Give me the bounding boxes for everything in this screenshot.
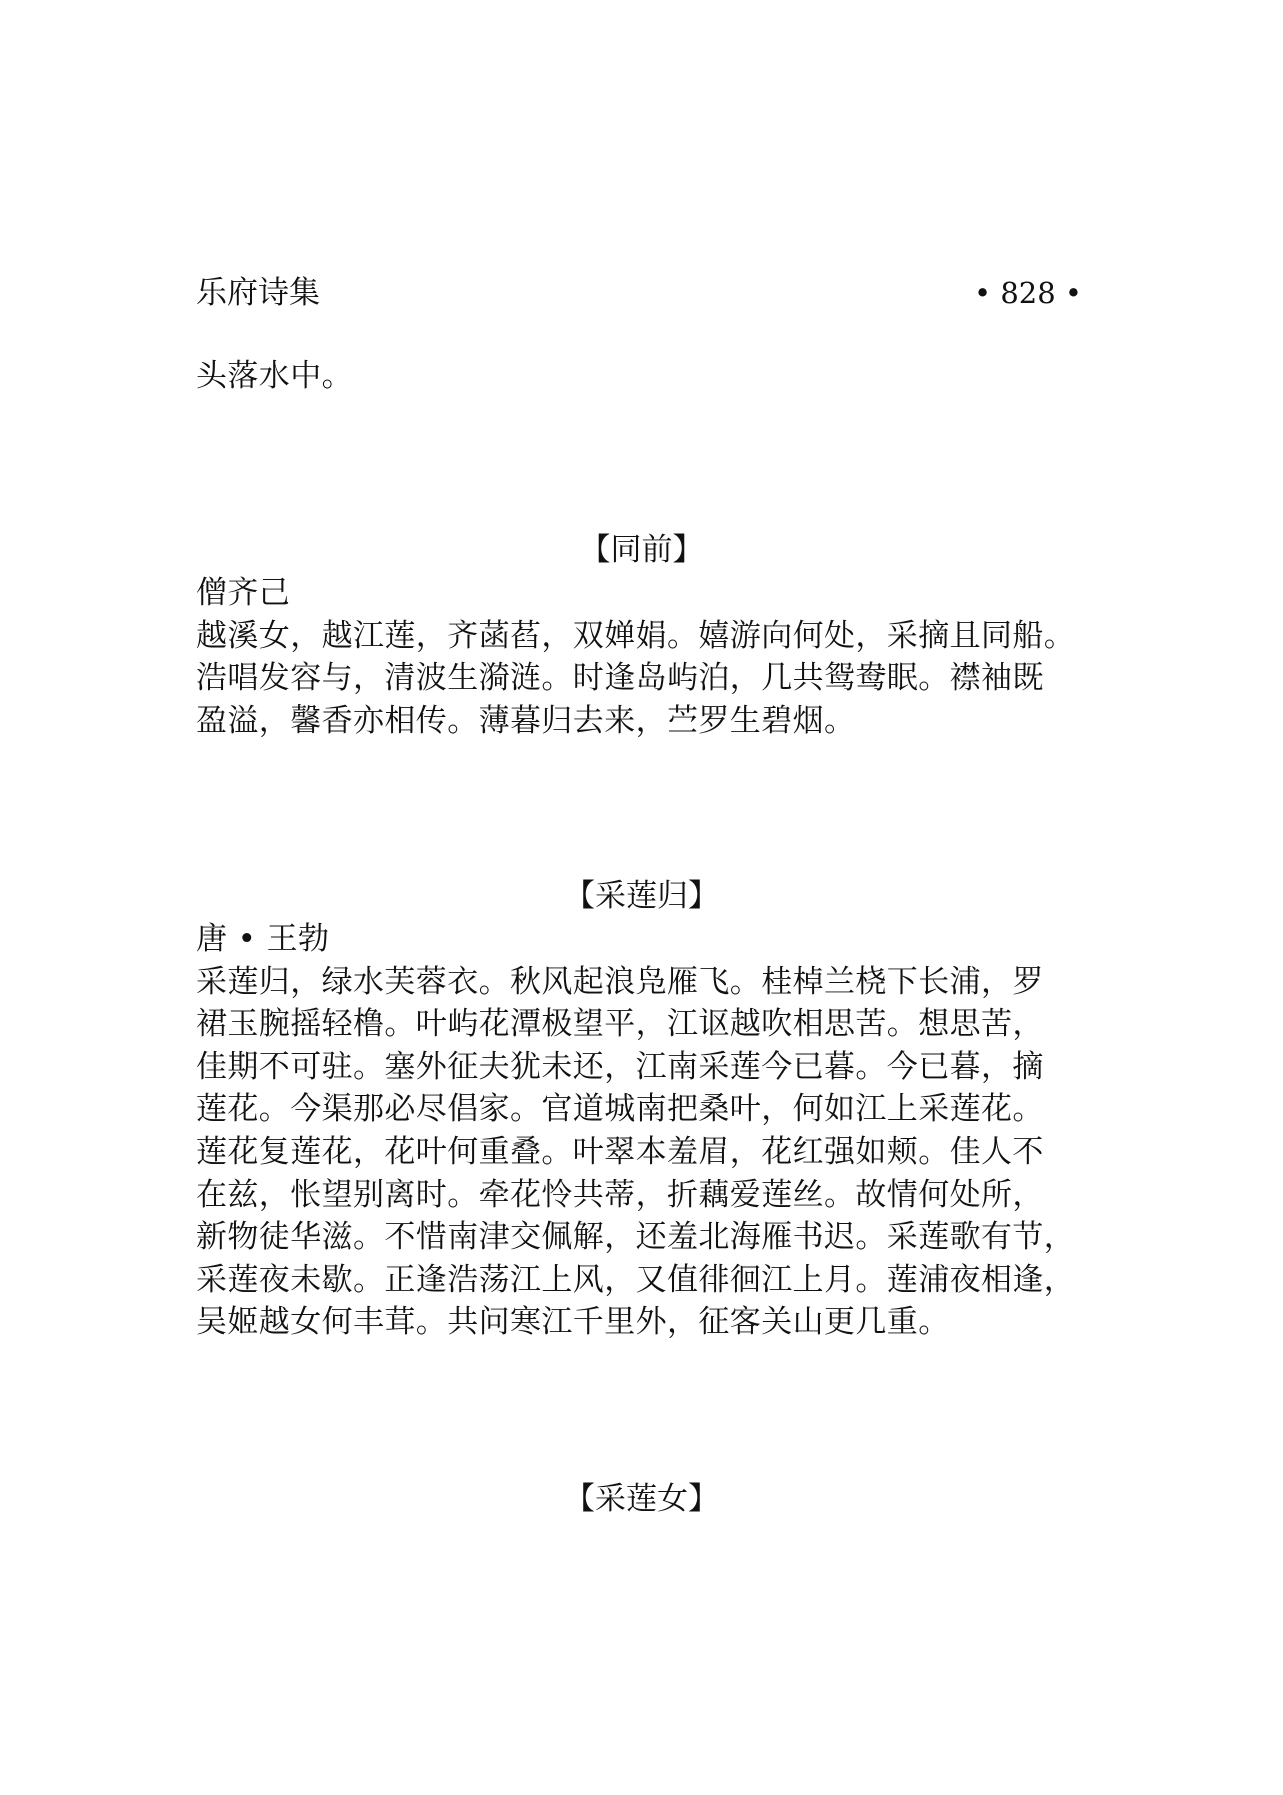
page-number: • 828 • [974, 276, 1082, 310]
poem-title: 【采莲归】 [564, 878, 719, 914]
poem-title: 【同前】 [579, 532, 704, 568]
poem-line: 浩唱发容与，清波生漪涟。时逢岛屿泊，几共鸳鸯眠。襟袖既 [196, 660, 1044, 697]
poem-body [196, 918, 1116, 1344]
poem-body [196, 572, 1116, 742]
text-line: 头落水中。 [196, 358, 353, 394]
poem-line: 莲花。今渠那必尽倡家。官道城南把桑叶，何如江上采莲花。 [196, 1091, 1044, 1128]
poem-line: 新物徒华滋。不惜南津交佩解，还羞北海雁书迟。采莲歌有节， [196, 1219, 1076, 1256]
poem-author: 唐 • 王勃 [196, 921, 330, 957]
continuation-text [196, 355, 1116, 398]
poem-line: 盈溢，馨香亦相传。薄暮归去来，苎罗生碧烟。 [196, 702, 856, 739]
poem-line: 越溪女，越江莲，齐菡萏，双婵娟。嬉游向何处，采摘且同船。 [196, 617, 1076, 654]
poem-line: 吴姬越女何丰茸。共问寒江千里外，征客关山更几重。 [196, 1304, 950, 1341]
poem-line: 莲花复莲花，花叶何重叠。叶翠本羞眉，花红强如颊。佳人不 [196, 1133, 1044, 1170]
poem-line: 在兹，怅望别离时。牵花怜共蒂，折藕爱莲丝。故情何处所， [196, 1176, 1044, 1213]
poem-line: 采莲归，绿水芙蓉衣。秋风起浪凫雁飞。桂棹兰桡下长浦，罗 [196, 963, 1044, 1000]
poem-line: 裙玉腕摇轻橹。叶屿花潭极望平，江讴越吹相思苦。想思苦， [196, 1006, 1044, 1043]
poem-author: 僧齐己 [196, 575, 291, 611]
poem-title: 【采莲女】 [564, 1481, 719, 1517]
poem-line: 佳期不可驻。塞外征夫犹未还，江南采莲今已暮。今已暮，摘 [196, 1048, 1044, 1085]
book-title: 乐府诗集 [196, 275, 320, 311]
poem-line: 采莲夜未歇。正逢浩荡江上风，又值徘徊江上月。莲浦夜相逢， [196, 1261, 1076, 1298]
